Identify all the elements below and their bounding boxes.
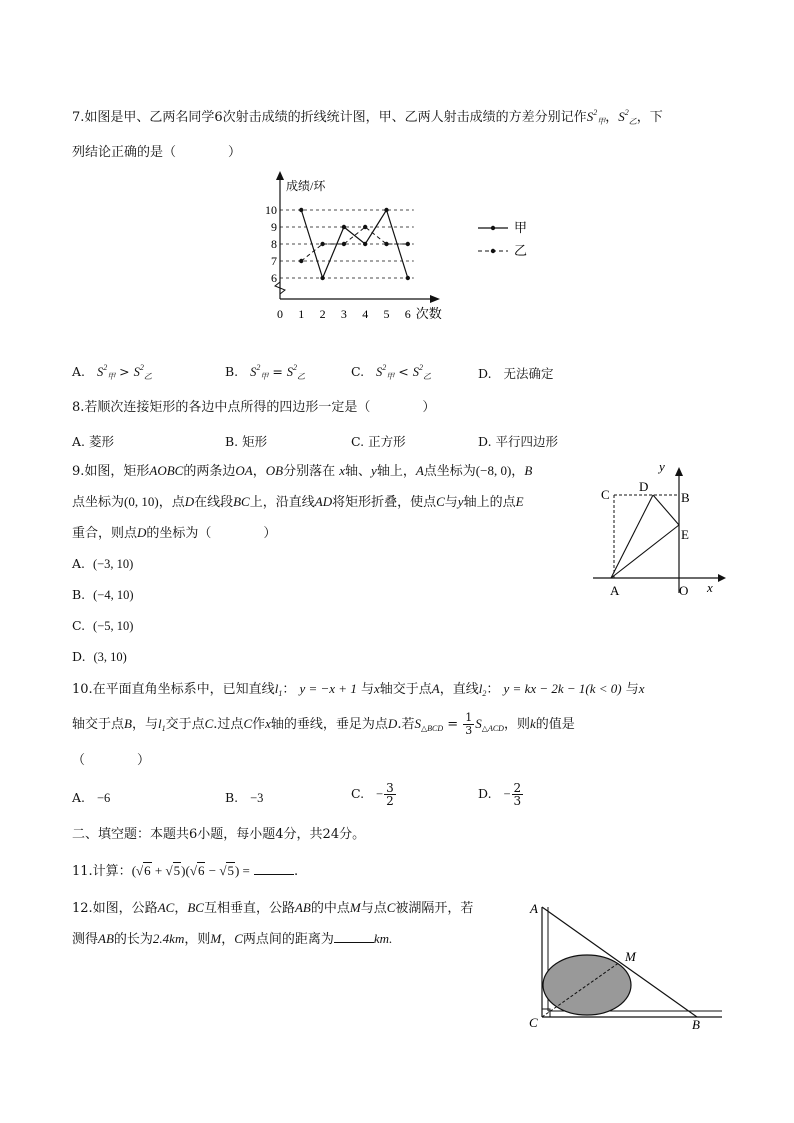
label-O: O bbox=[679, 583, 689, 598]
fraction-one-third: $\frac{1}{3}$ bbox=[465, 711, 473, 737]
y-axis-title: 成绩/环 bbox=[286, 179, 326, 193]
series-yi-point bbox=[342, 242, 346, 246]
section-2-heading: 二、填空题：本题共6小题，每小题4分，共24分。 bbox=[72, 827, 366, 842]
x-tick-label: 1 bbox=[298, 307, 305, 321]
series-yi-point bbox=[406, 242, 410, 246]
q12-stem-line2: 测得AB的长为2.4km，则M，C两点间的距离为 km. bbox=[72, 931, 393, 947]
q7-option-a[interactable]: A. $S^2_甲 > S^2_乙$ bbox=[72, 363, 152, 381]
answer-blank[interactable] bbox=[334, 930, 374, 943]
x-axis-arrow-icon bbox=[718, 574, 726, 582]
q8-option-b[interactable]: B. 矩形 bbox=[225, 434, 268, 449]
legend-jia-label: 甲 bbox=[514, 220, 528, 235]
x-tick-label: 3 bbox=[340, 307, 347, 321]
q9-option-d[interactable]: D. (3, 10) bbox=[72, 649, 127, 664]
legend-yi-point bbox=[491, 249, 495, 253]
label-B: B bbox=[692, 1017, 700, 1032]
q9-rectangle-figure bbox=[585, 460, 730, 600]
series-jia-point bbox=[299, 208, 303, 212]
q9-stem-line2: 点坐标为(0, 10)，点D在线段BC上，沿直线AD将矩形折叠，使点C与y轴上的点E bbox=[72, 494, 524, 510]
y-tick-label: 6 bbox=[271, 271, 277, 285]
label-C: C bbox=[601, 487, 610, 502]
y-tick-label: 9 bbox=[271, 220, 277, 234]
series-yi-point bbox=[363, 225, 367, 229]
x-axis-title: 次数 bbox=[415, 306, 442, 321]
q7-line-chart bbox=[255, 170, 535, 325]
segment-AD bbox=[611, 495, 653, 578]
q11-stem: 11.计算：(√6 + √5)(√6 − √5) = . bbox=[72, 863, 299, 879]
q8-option-d[interactable]: D. 平行四边形 bbox=[478, 434, 559, 449]
q9-stem-line1: 9.如图，矩形AOBC的两条边OA，OB分别落在 x轴、y轴上，A点坐标为(−8, 0)，B bbox=[72, 463, 533, 479]
answer-blank[interactable] bbox=[254, 862, 294, 875]
q7-option-b[interactable]: B. $S^2_甲 = S^2_乙$ bbox=[225, 363, 306, 381]
series-jia-point bbox=[406, 276, 410, 280]
q7-option-c[interactable]: C. $S^2_甲 < S^2_乙$ bbox=[351, 363, 431, 381]
series-jia-point bbox=[384, 208, 388, 212]
var-s-yi: $S^2_乙$ bbox=[618, 108, 637, 126]
x-tick-label: 5 bbox=[383, 307, 390, 321]
label-x: x bbox=[707, 580, 713, 595]
q8-option-a[interactable]: A. 菱形 bbox=[72, 434, 114, 449]
label-M: M bbox=[625, 949, 636, 964]
label-A: A bbox=[530, 901, 538, 916]
x-tick-label: 0 bbox=[277, 307, 283, 321]
y-axis-arrow-icon bbox=[675, 467, 683, 476]
q12-lake-figure bbox=[525, 895, 730, 1035]
q10-option-d[interactable]: D. − $\frac{2}{3}$ bbox=[478, 781, 522, 808]
legend-jia-point bbox=[491, 226, 495, 230]
series-yi-point bbox=[384, 242, 388, 246]
series-jia-point bbox=[363, 242, 367, 246]
series-jia-point bbox=[320, 276, 324, 280]
q8-option-c[interactable]: C. 正方形 bbox=[351, 434, 406, 449]
label-y: y bbox=[659, 460, 665, 474]
q7-stem-line1: 7.如图是甲、乙两名同学6次射击成绩的折线统计图，甲、乙两人射击成绩的方差分别记作$S^2_甲$，$S^2_乙$，下 bbox=[72, 108, 663, 126]
q7-stem-line2: 列结论正确的是（ ） bbox=[72, 145, 242, 160]
q9-stem-line3: 重合，则点D的坐标为（ ） bbox=[72, 525, 277, 541]
y-tick-label: 10 bbox=[265, 203, 277, 217]
q9-option-b[interactable]: B. (−4, 10) bbox=[72, 587, 134, 602]
label-C: C bbox=[529, 1015, 538, 1030]
q12-stem-line1: 12.如图，公路AC，BC互相垂直，公路AB的中点M与点C被湖隔开，若 bbox=[72, 900, 474, 916]
x-tick-label: 4 bbox=[362, 307, 369, 321]
q8-stem: 8.若顺次连接矩形的各边中点所得的四边形一定是（ ） bbox=[72, 400, 436, 415]
q10-stem-line3: （ ） bbox=[72, 753, 151, 768]
q10-stem-line1: 10.在平面直角坐标系中，已知直线$l_1$： y = −x + 1 与x轴交于点A，直线$l_2$： y = kx − 2k − 1(k < 0) 与x bbox=[72, 681, 645, 698]
label-A: A bbox=[610, 583, 620, 598]
x-axis-arrow-icon bbox=[430, 295, 440, 303]
series-yi-point bbox=[299, 259, 303, 263]
series-jia-point bbox=[342, 225, 346, 229]
x-tick-label: 2 bbox=[319, 307, 326, 321]
label-B: B bbox=[681, 490, 690, 505]
y-axis-arrow-icon bbox=[276, 171, 284, 180]
segment-AE bbox=[611, 525, 679, 578]
var-s-jia: $S^2_甲$ bbox=[586, 108, 606, 126]
q10-stem-line2: 轴交于点B，与$l_1$交于点C.过点C作x轴的垂线，垂足为点D.若$S_{\triangle BCD}$ = $\frac{1}{3}$ $S_{\triangle ACD}$，则k的值是 bbox=[72, 711, 575, 737]
q10-option-a[interactable]: A. −6 bbox=[72, 790, 111, 805]
q10-option-b[interactable]: B. −3 bbox=[225, 790, 264, 805]
label-E: E bbox=[681, 527, 689, 542]
segment-DE bbox=[653, 495, 679, 525]
q10-option-c[interactable]: C. − $\frac{3}{2}$ bbox=[351, 781, 394, 808]
q9-option-a[interactable]: A. (−3, 10) bbox=[72, 556, 134, 571]
series-yi-point bbox=[320, 242, 324, 246]
y-tick-label: 8 bbox=[271, 237, 277, 251]
x-tick-label: 6 bbox=[404, 307, 411, 321]
label-D: D bbox=[639, 479, 649, 494]
legend-yi-label: 乙 bbox=[514, 243, 528, 258]
q9-option-c[interactable]: C. (−5, 10) bbox=[72, 618, 134, 633]
y-tick-label: 7 bbox=[271, 254, 277, 268]
q7-option-d[interactable]: D. 无法确定 bbox=[478, 366, 554, 381]
